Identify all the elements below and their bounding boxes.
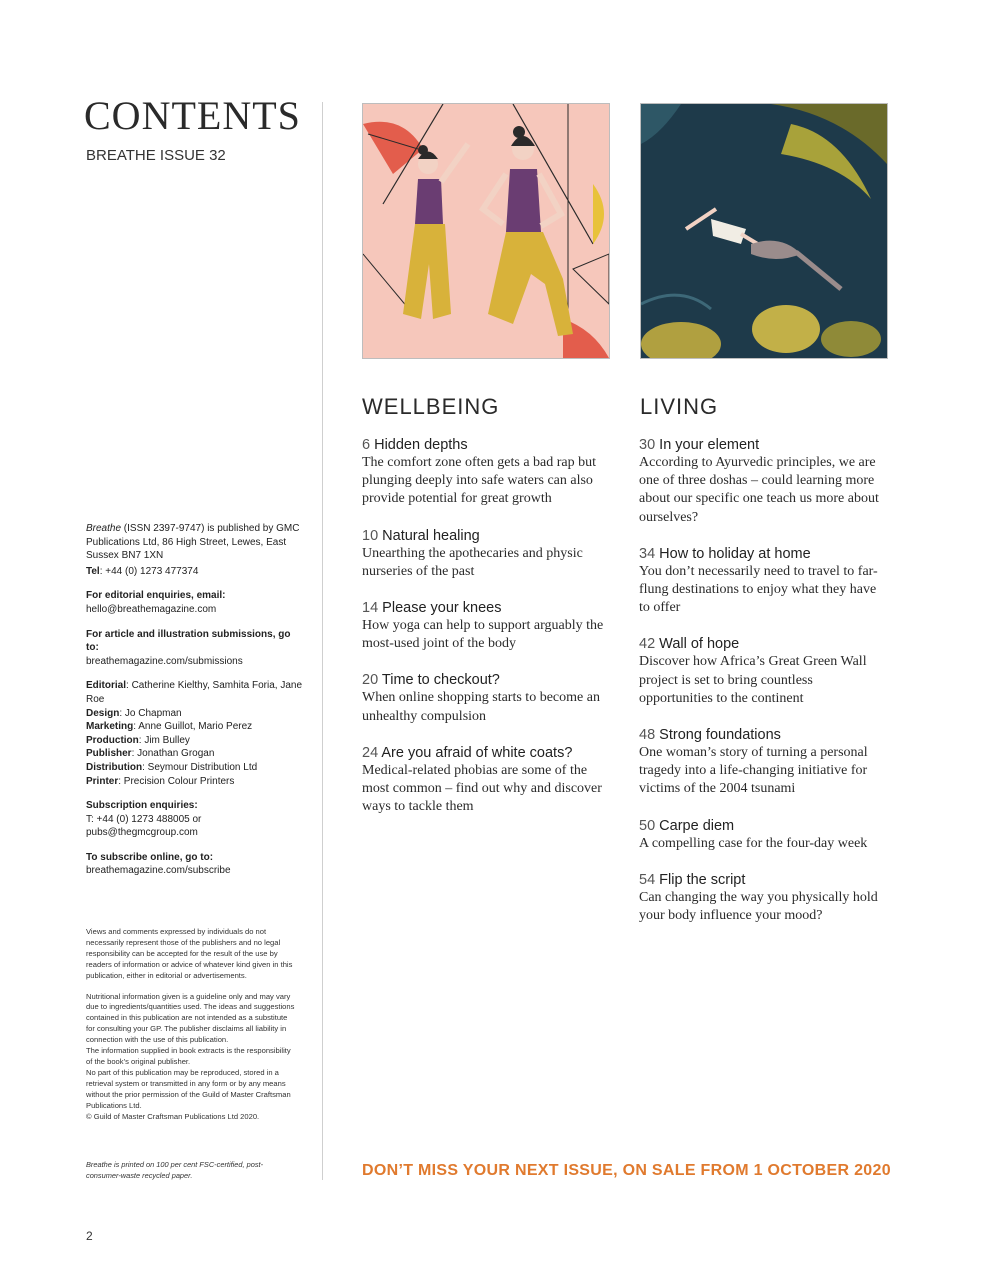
- subscription-enquiries: [86, 799, 306, 840]
- contents-entry[interactable]: [639, 817, 889, 853]
- imprint-block: [86, 522, 306, 889]
- credit-production: [86, 735, 190, 746]
- editorial-colon: :: [222, 590, 226, 602]
- entry-page-number: 6: [362, 437, 371, 453]
- entry-title: Strong foundations: [659, 727, 781, 744]
- entry-title: Flip the script: [659, 871, 746, 888]
- entry-heading: [639, 726, 889, 744]
- entry-page-number: 30: [639, 437, 656, 453]
- credit-role: Publisher: [86, 748, 132, 760]
- entry-description: Discover how Africa’s Great Green Wall project is set to bring countless opportunities to the continent: [639, 654, 867, 706]
- entry-title: Time to checkout?: [381, 672, 500, 689]
- entry-title: How to holiday at home: [659, 545, 811, 562]
- entry-description: One woman’s story of turning a personal tragedy into a life-changing initiative for victims of the 2004 tsunami: [639, 745, 868, 797]
- contents-entry[interactable]: [362, 599, 612, 653]
- entry-heading: [639, 817, 889, 835]
- entry-description: When online shopping starts to become an unhealthy compulsion: [362, 690, 600, 724]
- living-heading: LIVING: [640, 394, 719, 419]
- publication-name: Breathe: [86, 523, 122, 534]
- contents-entry[interactable]: [362, 436, 612, 509]
- credit-design: [86, 708, 182, 719]
- credit-role: Distribution: [86, 761, 143, 773]
- next-issue-banner: DON’T MISS YOUR NEXT ISSUE, ON SALE FROM 1 OCTOBER 2020: [362, 1162, 891, 1179]
- reproduction-notice: No part of this publication may be reproduced, stored in a retrieval system or transmitted in any form or by any means without the prior permission of the Guild of Master Craftsman Publications Ltd.: [86, 1067, 291, 1110]
- entry-title: Natural healing: [382, 527, 480, 544]
- subscription-colon: :: [194, 800, 198, 812]
- entry-page-number: 50: [639, 817, 656, 834]
- entry-heading: [362, 744, 612, 762]
- entry-page-number: 48: [639, 727, 656, 744]
- submissions-info: [86, 628, 306, 669]
- printed-text: is printed on 100 per cent FSC-certified, post-consumer-waste recycled paper.: [86, 1160, 264, 1180]
- wellbeing-list: [362, 436, 612, 834]
- publisher-statement: [86, 522, 306, 563]
- entry-heading: [639, 436, 889, 454]
- entry-heading: [639, 545, 889, 563]
- legal-disclaimer: [86, 927, 298, 1132]
- credit-editorial: [86, 680, 302, 705]
- credit-names: : Jonathan Grogan: [131, 748, 215, 760]
- entry-heading: [639, 635, 889, 653]
- contents-entry[interactable]: [639, 726, 889, 799]
- editorial-email[interactable]: hello@breathemagazine.com: [86, 603, 217, 615]
- copyright-notice: © Guild of Master Craftsman Publications Ltd 2020.: [86, 1111, 260, 1121]
- submissions-colon: :: [95, 642, 99, 654]
- credit-role: Design: [86, 707, 120, 719]
- entry-heading: [362, 671, 612, 689]
- entry-title: In your element: [659, 437, 760, 453]
- entry-description: A compelling case for the four-day week: [639, 835, 868, 851]
- entry-title: Wall of hope: [659, 636, 740, 653]
- credit-names: : Anne Guillot, Mario Perez: [133, 721, 253, 733]
- publisher-line: (ISSN 2397-9747) is published by GMC Publications Ltd, 86 High Street, Lewes, East Sussex BN7 1XN: [86, 523, 300, 562]
- wellbeing-illustration: [362, 103, 610, 359]
- submissions-label: For article and illustration submissions, go to: [86, 628, 291, 654]
- entry-description: You don’t necessarily need to travel to far-flung destinations to enjoy what they have to offer: [639, 563, 878, 616]
- entry-title: Are you afraid of white coats?: [381, 744, 573, 761]
- column-divider: [322, 102, 323, 1180]
- credit-distribution: [86, 762, 257, 773]
- credit-names: : Seymour Distribution Ltd: [142, 761, 258, 773]
- editorial-enquiries: [86, 589, 306, 616]
- credit-printer: [86, 776, 234, 787]
- living-list: [639, 436, 889, 943]
- page-number: 2: [86, 1229, 93, 1243]
- page-title: CONTENTS: [84, 93, 301, 138]
- entry-description: Can changing the way you physically hold your body influence your mood?: [639, 889, 878, 924]
- entry-description: According to Ayurvedic principles, we are one of three doshas – could learning more about our specific one teach us more about ourselves?: [639, 455, 879, 525]
- credit-role: Editorial: [86, 680, 127, 692]
- entry-description: The comfort zone often gets a bad rap but plunging deeply into safe waters can also provide potential for great growth: [362, 455, 597, 507]
- contents-entry[interactable]: [362, 744, 612, 817]
- entry-heading: [362, 599, 612, 617]
- tel-label: Tel: [86, 565, 100, 577]
- entry-heading: [362, 527, 612, 545]
- credit-names: : Catherine Kielthy, Samhita Foria, Jane Roe: [86, 680, 303, 705]
- credit-publisher: [86, 748, 214, 759]
- entry-description: Unearthing the apothecaries and physic nurseries of the past: [362, 545, 583, 579]
- printed-publication-name: Breathe: [86, 1160, 112, 1169]
- entry-page-number: 24: [362, 744, 379, 761]
- swimmers-illustration: [641, 104, 887, 358]
- entry-page-number: 54: [639, 871, 656, 888]
- contents-entry[interactable]: [639, 545, 889, 618]
- credit-names: : Jim Bulley: [138, 734, 190, 746]
- credit-role: Printer: [86, 775, 119, 787]
- entry-page-number: 14: [362, 600, 379, 617]
- entry-description: How yoga can help to support arguably the most-used joint of the body: [362, 618, 604, 652]
- editorial-enquiries-label: For editorial enquiries, email: [86, 590, 223, 602]
- contents-entry[interactable]: [362, 527, 612, 581]
- entry-description: Medical-related phobias are some of the most common – find out why and discover ways to tackle them: [362, 762, 602, 815]
- entry-title: Carpe diem: [659, 817, 735, 834]
- entry-heading: [639, 871, 889, 889]
- paper-notice: [86, 1160, 286, 1181]
- contents-entry[interactable]: [639, 436, 889, 527]
- submissions-link[interactable]: breathemagazine.com/submissions: [86, 655, 243, 667]
- issue-label: BREATHE ISSUE 32: [86, 147, 226, 164]
- nutrition-disclaimer: Nutritional information given is a guideline only and may vary due to ingredients/quantities used. The ideas and suggestions contained in this publication are not intended as a substitute for consulting your GP. The publisher disclaims all liability in connection with the use of this publication.: [86, 991, 295, 1045]
- subscribe-link[interactable]: breathemagazine.com/subscribe: [86, 865, 231, 877]
- staff-credits: [86, 679, 306, 788]
- subscription-contact[interactable]: T: +44 (0) 1273 488005 or pubs@thegmcgroup.com: [86, 813, 202, 839]
- credit-marketing: [86, 721, 252, 732]
- entry-page-number: 20: [362, 672, 379, 689]
- living-illustration: [640, 103, 888, 359]
- tel-value: : +44 (0) 1273 477374: [99, 565, 199, 577]
- contents-entry[interactable]: [362, 671, 612, 725]
- subscribe-online-label: To subscribe online, go to:: [86, 851, 214, 863]
- entry-title: Please your knees: [382, 600, 502, 617]
- extracts-disclaimer: The information supplied in book extracts is the responsibility of the book’s original publisher.: [86, 1046, 291, 1066]
- entry-page-number: 34: [639, 545, 656, 562]
- subscribe-online: [86, 851, 306, 878]
- credit-role: Production: [86, 734, 139, 746]
- contents-entry[interactable]: [639, 635, 889, 708]
- entry-title: Hidden depths: [374, 437, 468, 453]
- entry-heading: [362, 436, 612, 454]
- credit-names: : Precision Colour Printers: [118, 775, 235, 787]
- telephone-line: [86, 565, 306, 579]
- credit-names: : Jo Chapman: [119, 707, 182, 719]
- wellbeing-heading: WELLBEING: [362, 394, 500, 419]
- entry-page-number: 10: [362, 527, 379, 544]
- credit-role: Marketing: [86, 721, 134, 733]
- entry-page-number: 42: [639, 636, 656, 653]
- yoga-women-illustration: [363, 104, 609, 358]
- subscription-label: Subscription enquiries: [86, 800, 195, 812]
- views-disclaimer: Views and comments expressed by individuals do not necessarily represent those of the publishers and no legal responsibility can be accepted for the result of the use by readers of information or advice of whatever kind given in this publication, either in editorial or advertisements.: [86, 927, 293, 980]
- contents-entry[interactable]: [639, 871, 889, 925]
